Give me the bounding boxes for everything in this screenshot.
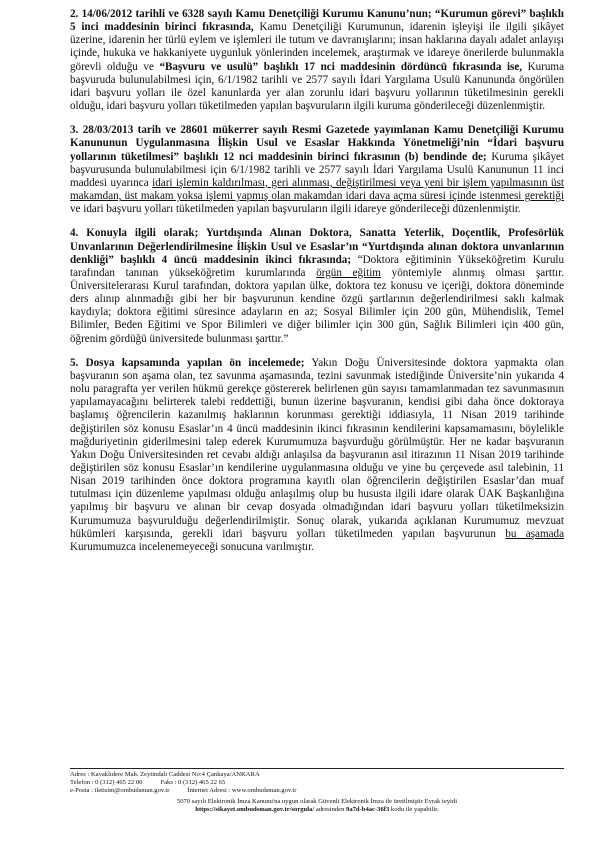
paragraph-4-quote-end: yöntemiyle alınmış olması şarttır. Üniversitelerarası Kurul tarafından, doktora yapılan ülke, doktora tez konusu ve içeriği, doktora döneminde ders alınıp alınmadığı gibi her bir başvurunun kendine özgü şartlarının değerlendirilmesi saklı kalmak kaydıyla; doktora eğitimi süresince adayların en az; Sosyal Bilimler için 200 gün, Mühendislik, Temel Bilimler, Beden Eğitimi ve Spor Bilimleri ve diğer bilimler için 300 gün, Sağlık Bilimleri için 400 gün, öğrenim gördüğü üniversitede bulunması şarttır.” bbox=[70, 266, 564, 345]
e-signature-note bbox=[70, 798, 564, 814]
footer-divider bbox=[70, 768, 564, 769]
paragraph-3-underlined-text: idari işlemin kaldırılması, geri alınması, değiştirilmesi veya yeni bir işlem yapılmasının üst makamdan, üst makam yoksa işlemi yapmış olan makamdan idari dava açma süresi içinde istenmesi gerektiği bbox=[70, 176, 564, 203]
paragraph-2-bold-reference: “Başvuru ve usulü” başlıklı 17 nci maddesinin dördüncü fıkrasında ise, bbox=[159, 60, 523, 73]
paragraph-4 bbox=[70, 227, 564, 345]
footer-website: İnternet Adresi : www.ombudsman.gov.tr bbox=[187, 787, 297, 795]
paragraph-5-underlined-text: bu aşamada bbox=[505, 527, 564, 540]
verification-url[interactable]: https://sikayet.ombudsman.gov.tr/sorgula/ bbox=[195, 805, 315, 813]
footer-fax: Faks : 0 (312) 465 22 65 bbox=[160, 779, 226, 787]
paragraph-5 bbox=[70, 357, 564, 554]
paragraph-5-text-end: Kurumumuzca incelenemeyeceği sonucuna varılmıştır. bbox=[70, 540, 314, 553]
paragraph-2 bbox=[70, 8, 564, 113]
paragraph-5-heading: 5. Dosya kapsamında yapılan ön incelemede; bbox=[70, 356, 305, 369]
footer-phone: Telefon : 0 (312) 465 22 00 bbox=[70, 779, 143, 787]
paragraph-3-text-end: ve idari başvuru yolları tüketilmeden yapılan başvuruların ilgili idareye gönderileceği düzenlenmiştir. bbox=[70, 203, 521, 216]
footer-contact-web bbox=[70, 787, 564, 795]
document-body bbox=[70, 8, 564, 565]
paragraph-3-text: Kuruma şikâyet başvurusunda bulunulabilmesi için 6/1/1982 tarihli ve 2577 sayılı İdari Yargılama Usulü Kanununun 11 inci maddesi uyarınca bbox=[70, 150, 564, 189]
footer-email: e-Posta : iletisim@ombudsman.gov.tr bbox=[70, 787, 170, 795]
footer-contact-phone bbox=[70, 779, 564, 787]
paragraph-4-underlined-text: örgün eğitim bbox=[316, 266, 381, 279]
paragraph-2-text-end: Kuruma başvuruda bulunulabilmesi için, 6/1/1982 tarihli ve 2577 sayılı İdari Yargılama Usulü Kanununda öngörülen idari başvuru yolları ile özel kanunlarda yer alan zorunlu idari başvuru yollarının tüketilmesinin gerekli olduğu, idari başvuru yolları tüketilmeden yapılan başvuruların ilgili kuruma gönderileceği düzenlenmiştir. bbox=[70, 60, 564, 113]
paragraph-4-heading: 4. Konuyla ilgili olarak; Yurtdışında Alınan Doktora, Sanatta Yeterlik, Doçentlik, Profesörlük Unvanlarının Değerlendirilmesine İlişkin Usul ve Esaslar’ın “Yurtdışında alınan doktora unvanlarının denkliği” başlıklı 4 üncü maddesinin ikinci fıkrasında; bbox=[70, 227, 564, 266]
paragraph-2-heading: 2. 14/06/2012 tarihli ve 6328 sayılı Kamu Denetçiliği Kurumu Kanunu’nun; “Kurumun görevi” başlıklı 5 inci maddesinin birinci fıkrasında, bbox=[70, 8, 564, 34]
paragraph-2-text: Kamu Denetçiliği Kurumunun, idarenin işleyişi ile ilgili şikâyet üzerine, idarenin her türlü eylem ve işlemleri ile tutum ve davranışlarını; insan haklarına dayalı adalet anlayışı içinde, hukuka ve hakkaniyete uygunluk yönlerinden incelemek, araştırmak ve idareye önerilerde bulunmakla görevli olduğu ve bbox=[70, 21, 564, 73]
footer-address: Adres : Kavaklıdere Mah. Zeytindalı Caddesi No:4 Çankaya/ANKARA bbox=[70, 771, 260, 778]
e-signature-line-1: 5070 sayılı Elektronik İmza Kanunu'na uygun olarak Güvenli Elektronik İmza ile üretilmiştir Evrak teyidi bbox=[176, 797, 458, 805]
e-signature-line-2 bbox=[70, 806, 564, 814]
paragraph-4-quote-start: “Doktora eğitiminin Yükseköğretim Kurulu tarafından tanınan yükseköğretim kurumlarında bbox=[70, 253, 564, 279]
paragraph-5-text: Yakın Doğu Üniversitesinde doktora yapmakta olan başvuranın son aşama olan, tez savunma aşamasında, tezini savunmak istediğinde Üniversite’nin yukarıda 4 nolu paragrafta yer verilen hükmü gerekçe göstererek belirlenen gün sayısı tamamlanmadan tez savunmasının yapılamayacağını belirterek talebi reddettiği, bunun üzerine başvuranın, kendisi gibi daha önce doktoraya başlamış öğrencilerin kazanılmış haklarının korunması gerektiği iddiasıyla, 11 Nisan 2019 tarihinde değiştirilen söz konusu Esaslar’ın 4 üncü maddesinin ikinci fıkrasının kendilerini kapsamamasını, böylelikle mağduriyetinin giderilmesini talep ederek Kurumumuza başvurduğu görülmüştür. Her ne kadar başvuranın Yakın Doğu Üniversitesinden ret cevabı aldığı anlaşılsa da başvuranın asıl itirazının 11 Nisan 2019 tarihinde değiştirilen söz konusu Esaslar’ın kendilerine uygulanmasına olduğu ve yine bu çerçevede asıl talebinin, 11 Nisan 2019 tarihinden önce doktora programına kayıtlı olan öğrencilerin değiştirilen Esaslar’dan muaf tutulması için düzenleme yapılması olduğu anlaşılmış olup bu hususta ilgili idare olarak ÜAK Başkanlığına yapılmış bir başvuru ve alınan bir cevap dosyada olmadığından idari başvuru yolları tüketilmeksizin Kurumumuza başvurulduğu değerlendirilmiştir. Sonuç olarak, yukarıda açıklanan Kurumumuz mevzuat hükümleri karşısında, gerekli idari başvuru yolları tüketilmeden yapılan başvurunun bbox=[70, 356, 564, 540]
paragraph-3-heading: 3. 28/03/2013 tarih ve 28601 mükerrer sayılı Resmi Gazetede yayımlanan Kamu Denetçiliği Kurumu Kanununun Uygulanmasına İlişkin Usul ve Esaslar Hakkında Yönetmeliği’nin “İdari başvuru yollarının tüketilmesi” başlıklı 12 nci maddesinin birinci fıkrasının (b) bendinde de; bbox=[70, 124, 564, 163]
verification-text: adresinden bbox=[314, 805, 347, 813]
paragraph-3 bbox=[70, 124, 564, 216]
verification-code: 9a7d-b4ac-36f3 bbox=[346, 805, 390, 813]
page-footer bbox=[70, 768, 564, 814]
verification-text-end: kodu ile yapabilir. bbox=[389, 805, 439, 813]
